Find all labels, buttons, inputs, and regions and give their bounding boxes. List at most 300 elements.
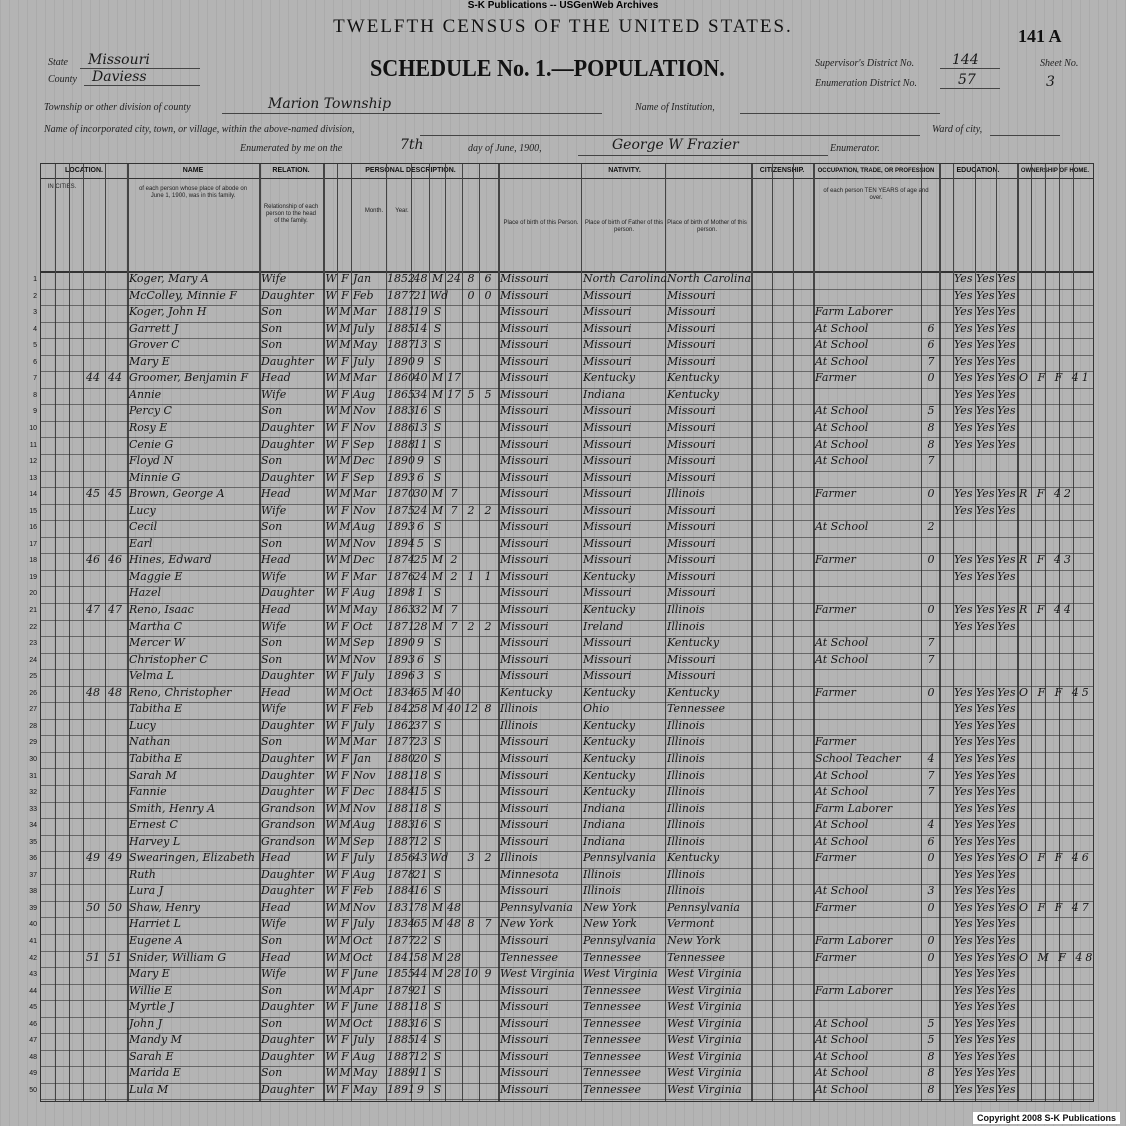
- marital-status: S: [433, 636, 442, 650]
- can-write: Yes: [976, 387, 995, 401]
- family-number: [105, 537, 125, 553]
- can-write: Yes: [976, 272, 995, 285]
- can-read: Yes: [954, 950, 973, 964]
- home-ownership: [1019, 537, 1093, 553]
- speaks-english: Yes: [997, 702, 1016, 716]
- months-not-employed: 8: [927, 1066, 935, 1080]
- months-not-employed: 6: [927, 338, 935, 352]
- relation: Wife: [261, 387, 287, 401]
- person-name: Percy C: [129, 404, 172, 418]
- home-ownership: [1019, 1000, 1093, 1016]
- birth-year: 1888: [387, 437, 415, 451]
- can-read: Yes: [954, 900, 973, 914]
- birth-year: 1885: [387, 321, 415, 335]
- years-married: 28: [447, 950, 461, 964]
- relation: Wife: [261, 503, 287, 517]
- birthplace-mother: Illinois: [667, 619, 705, 633]
- years-married: [446, 537, 462, 553]
- home-ownership: [1019, 404, 1093, 420]
- home-ownership: [1019, 570, 1093, 586]
- line-number: 9: [33, 408, 37, 416]
- table-row: [29, 420, 1093, 439]
- sex: F: [341, 867, 349, 881]
- speaks-english: Yes: [997, 967, 1016, 981]
- can-write: Yes: [976, 768, 995, 782]
- family-number: [105, 355, 125, 371]
- birth-month: Oct: [353, 1016, 373, 1030]
- dwelling-number: 45: [86, 487, 100, 501]
- marital-status: S: [433, 735, 442, 749]
- person-name: Shaw, Henry: [129, 900, 200, 914]
- family-number: 50: [108, 900, 122, 914]
- years-married: [446, 934, 462, 950]
- person-name: Hazel: [129, 586, 161, 600]
- race: W: [325, 1049, 337, 1063]
- home-ownership: [1019, 967, 1093, 983]
- family-number: [105, 669, 125, 685]
- months-not-employed: [923, 570, 939, 586]
- supervisor-underline: [940, 68, 1000, 69]
- birthplace-father: Kentucky: [583, 685, 636, 699]
- race: W: [325, 652, 337, 666]
- birthplace-father: New York: [583, 900, 637, 914]
- birth-month: July: [353, 354, 375, 368]
- occupation: Farmer: [815, 851, 856, 865]
- age: 12: [413, 1049, 428, 1063]
- occupation: [815, 917, 921, 933]
- birth-year: 1884: [387, 785, 415, 799]
- birth-year: 1884: [387, 884, 415, 898]
- years-married: [446, 289, 462, 305]
- can-read: Yes: [954, 867, 973, 881]
- birthplace-mother: Pennsylvania: [667, 900, 740, 914]
- occupation: [815, 388, 921, 404]
- birth-month: Oct: [353, 685, 373, 699]
- line-number: 28: [29, 722, 37, 730]
- ward-underline: [990, 135, 1060, 136]
- months-not-employed: [923, 586, 939, 602]
- line-number: 8: [33, 391, 37, 399]
- speaks-english: [997, 586, 1017, 602]
- can-read: Yes: [954, 1033, 973, 1047]
- can-read: Yes: [954, 934, 973, 947]
- birth-year: 1879: [387, 983, 415, 997]
- birthplace-person: Missouri: [500, 1016, 549, 1030]
- can-read: Yes: [954, 768, 973, 782]
- birth-month: Aug: [353, 1049, 376, 1063]
- person-name: Reno, Christopher: [129, 685, 232, 699]
- speaks-english: Yes: [997, 1066, 1016, 1080]
- header-birth-mother: Place of birth of Mother of this person.: [667, 220, 747, 233]
- marital-status: M: [431, 917, 444, 931]
- birth-year: 1841: [387, 950, 415, 964]
- birthplace-mother: Vermont: [667, 917, 715, 931]
- marital-status: M: [431, 702, 444, 716]
- person-name: Ruth: [129, 867, 156, 881]
- can-read: Yes: [954, 1066, 973, 1080]
- family-number: [105, 835, 125, 851]
- birthplace-father: North Carolina: [583, 272, 668, 285]
- children-born: [463, 1000, 479, 1016]
- speaks-english: [997, 653, 1017, 669]
- marital-status: S: [433, 536, 442, 550]
- children-living: 2: [484, 619, 492, 633]
- children-born: [463, 769, 479, 785]
- township-value: Marion Township: [268, 96, 392, 112]
- marital-status: M: [431, 603, 444, 616]
- occupation: Farm Laborer: [815, 801, 893, 815]
- dwelling-number: [83, 520, 103, 536]
- birth-month: Aug: [353, 867, 376, 881]
- relation: Daughter: [261, 718, 314, 732]
- children-born: 2: [467, 619, 475, 633]
- marital-status: M: [431, 619, 444, 633]
- marital-status: S: [433, 305, 442, 319]
- sex: M: [339, 1016, 351, 1030]
- dwelling-number: [83, 636, 103, 652]
- years-married: [446, 1083, 462, 1099]
- race: W: [325, 900, 337, 914]
- years-married: [446, 851, 462, 867]
- home-ownership: [1019, 438, 1093, 454]
- race: W: [325, 751, 337, 765]
- line-number: 13: [29, 474, 37, 482]
- speaks-english: [997, 636, 1017, 652]
- age: 9: [417, 454, 424, 468]
- person-name: Koger, Mary A: [129, 272, 209, 285]
- family-number: 47: [108, 603, 122, 616]
- dwelling-number: [83, 454, 103, 470]
- can-write: Yes: [976, 983, 995, 997]
- sex: M: [339, 652, 351, 666]
- children-living: [480, 355, 496, 371]
- age: 14: [413, 321, 428, 335]
- home-ownership: [1019, 818, 1093, 834]
- children-living: [480, 901, 496, 917]
- birth-month: May: [353, 1082, 378, 1096]
- birth-year: 1856: [387, 851, 415, 865]
- sheet-value: 3: [1046, 74, 1055, 90]
- header-ownership: OWNERSHIP OF HOME.: [1017, 164, 1093, 179]
- header-education: EDUCATION.: [939, 164, 1018, 179]
- can-write: Yes: [976, 338, 995, 352]
- age: 16: [413, 884, 428, 898]
- children-living: [480, 752, 496, 768]
- can-read: [954, 636, 975, 652]
- birthplace-father: Missouri: [583, 487, 632, 501]
- birthplace-mother: West Virginia: [667, 1066, 742, 1080]
- family-number: [105, 620, 125, 636]
- birth-year: 1842: [387, 702, 415, 716]
- occupation: [815, 719, 921, 735]
- birthplace-father: Missouri: [583, 404, 632, 418]
- birthplace-mother: Illinois: [667, 801, 705, 815]
- children-born: [463, 752, 479, 768]
- marital-status: S: [433, 983, 442, 997]
- speaks-english: [997, 537, 1017, 553]
- children-born: 1: [467, 569, 475, 583]
- children-living: [480, 520, 496, 536]
- birthplace-mother: Kentucky: [667, 371, 720, 385]
- table-row: [33, 404, 1093, 422]
- birthplace-person: Missouri: [500, 503, 549, 517]
- line-number: 47: [29, 1037, 37, 1045]
- months-not-employed: [923, 984, 939, 1000]
- can-read: Yes: [954, 834, 973, 848]
- birthplace-person: Missouri: [500, 569, 549, 583]
- race: W: [325, 520, 337, 534]
- birthplace-person: Missouri: [500, 536, 549, 550]
- race: W: [325, 867, 337, 881]
- person-name: Reno, Isaac: [129, 603, 194, 616]
- birthplace-mother: Kentucky: [667, 636, 720, 650]
- speaks-english: Yes: [997, 867, 1016, 881]
- line-number: 46: [29, 1020, 37, 1028]
- table-row: [29, 503, 1093, 522]
- birthplace-father: Missouri: [583, 503, 632, 517]
- family-number: [105, 934, 125, 950]
- birthplace-mother: Missouri: [667, 454, 716, 468]
- table-row: [29, 652, 1093, 671]
- occupation: At School: [815, 1016, 869, 1030]
- birth-month: Feb: [353, 288, 374, 302]
- race: W: [325, 735, 337, 749]
- birthplace-mother: New York: [667, 934, 721, 947]
- enumeration-district-value: 57: [958, 72, 976, 88]
- can-read: Yes: [954, 305, 973, 319]
- marital-status: S: [433, 1033, 442, 1047]
- home-ownership: R F 44: [1019, 603, 1074, 616]
- birthplace-father: Indiana: [583, 834, 626, 848]
- can-read: Yes: [954, 288, 973, 302]
- children-living: 2: [484, 503, 492, 517]
- children-living: [480, 785, 496, 801]
- speaks-english: Yes: [997, 1016, 1016, 1030]
- person-name: Lucy: [129, 718, 156, 732]
- speaks-english: Yes: [997, 1049, 1016, 1063]
- can-write: Yes: [976, 437, 995, 451]
- occupation: Farm Laborer: [815, 934, 893, 947]
- birthplace-person: Illinois: [500, 702, 538, 716]
- birthplace-mother: Missouri: [667, 321, 716, 335]
- can-read: Yes: [954, 917, 973, 931]
- speaks-english: Yes: [997, 851, 1016, 865]
- age: 6: [417, 652, 424, 666]
- home-ownership: O M F 48: [1019, 950, 1096, 964]
- enumeration-district-underline: [940, 88, 1000, 89]
- person-name: Hines, Edward: [129, 553, 212, 567]
- years-married: [446, 735, 462, 751]
- birthplace-person: Missouri: [500, 470, 549, 484]
- header-month: Month.: [364, 208, 384, 214]
- months-not-employed: [923, 537, 939, 553]
- dwelling-number: [83, 338, 103, 354]
- birth-month: Aug: [353, 387, 376, 401]
- months-not-employed: [923, 388, 939, 404]
- children-born: [463, 487, 479, 503]
- relation: Son: [261, 520, 283, 534]
- months-not-employed: 6: [927, 321, 935, 335]
- marital-status: M: [431, 553, 444, 567]
- home-ownership: [1019, 1066, 1093, 1082]
- race: W: [325, 768, 337, 782]
- speaks-english: Yes: [997, 553, 1016, 567]
- children-born: [463, 305, 479, 321]
- can-write: Yes: [976, 900, 995, 914]
- birthplace-person: Missouri: [500, 288, 549, 302]
- can-read: Yes: [954, 818, 973, 832]
- can-read: Yes: [954, 603, 973, 616]
- relation: Daughter: [261, 785, 314, 799]
- children-born: 2: [467, 503, 475, 517]
- line-number: 12: [29, 458, 37, 466]
- children-born: [463, 520, 479, 536]
- birthplace-mother: Kentucky: [667, 685, 720, 699]
- sex: M: [339, 487, 351, 501]
- children-living: 0: [484, 288, 492, 302]
- age: 65: [413, 917, 428, 931]
- header-birth-father: Place of birth of Father of this person.: [584, 220, 664, 233]
- birthplace-father: Kentucky: [583, 785, 636, 799]
- family-number: 45: [108, 487, 122, 501]
- line-number: 7: [33, 375, 37, 383]
- home-ownership: [1019, 338, 1093, 354]
- race: W: [325, 834, 337, 848]
- occupation: [815, 537, 921, 553]
- sex: F: [341, 1049, 349, 1063]
- home-ownership: [1019, 305, 1093, 321]
- dwelling-number: [83, 355, 103, 371]
- occupation: School Teacher: [815, 751, 901, 765]
- family-number: [105, 1050, 125, 1066]
- children-living: [480, 603, 496, 619]
- birthplace-person: Missouri: [500, 884, 549, 898]
- occupation: [815, 669, 921, 685]
- age: 16: [413, 818, 428, 832]
- can-write: Yes: [976, 569, 995, 583]
- age: 48: [413, 272, 428, 285]
- birth-month: Mar: [353, 305, 377, 319]
- family-number: 44: [108, 371, 122, 385]
- speaks-english: Yes: [997, 371, 1016, 385]
- table-row: [33, 371, 1093, 389]
- home-ownership: [1019, 934, 1093, 950]
- birth-month: Feb: [353, 884, 374, 898]
- relation: Wife: [261, 272, 287, 285]
- line-number: 42: [29, 954, 37, 962]
- sex: M: [339, 801, 351, 815]
- table-row: [29, 702, 1093, 720]
- children-living: 7: [484, 917, 492, 931]
- family-number: [105, 471, 125, 487]
- months-not-employed: [923, 669, 939, 685]
- township-underline: [222, 113, 602, 114]
- birth-year: 1886: [387, 420, 415, 434]
- dwelling-number: [83, 1083, 103, 1099]
- dwelling-number: [83, 967, 103, 983]
- speaks-english: [997, 669, 1017, 685]
- occupation: [815, 272, 921, 288]
- institution-label: Name of Institution,: [635, 102, 715, 113]
- months-not-employed: 3: [927, 884, 935, 898]
- birth-year: 1887: [387, 1049, 415, 1063]
- birthplace-person: Missouri: [500, 934, 549, 947]
- marital-status: S: [433, 785, 442, 799]
- can-write: Yes: [976, 735, 995, 749]
- dwelling-number: 47: [86, 603, 100, 616]
- birthplace-father: Tennessee: [583, 1082, 641, 1096]
- birthplace-father: Tennessee: [583, 1016, 641, 1030]
- can-write: Yes: [976, 503, 995, 517]
- children-born: 12: [464, 702, 478, 716]
- occupation: At School: [815, 834, 869, 848]
- occupation: At School: [815, 354, 869, 368]
- birth-year: 1887: [387, 338, 415, 352]
- birth-year: 1893: [387, 652, 415, 666]
- sex: F: [341, 669, 349, 683]
- race: W: [325, 983, 337, 997]
- birth-year: 1896: [387, 669, 415, 683]
- can-write: [976, 471, 996, 487]
- relation: Head: [261, 603, 291, 616]
- months-not-employed: [923, 504, 939, 520]
- family-number: [105, 289, 125, 305]
- birth-month: Mar: [353, 487, 377, 501]
- sex: F: [341, 768, 349, 782]
- birthplace-father: Kentucky: [583, 735, 636, 749]
- relation: Wife: [261, 702, 287, 716]
- population-table: [29, 163, 1096, 1102]
- months-not-employed: 0: [927, 603, 935, 616]
- home-ownership: [1019, 752, 1093, 768]
- can-write: Yes: [976, 867, 995, 881]
- person-name: Lula M: [129, 1082, 169, 1096]
- children-born: [463, 884, 479, 900]
- can-write: Yes: [976, 305, 995, 319]
- age: 21: [413, 867, 428, 881]
- relation: Head: [261, 900, 291, 914]
- family-number: [105, 735, 125, 751]
- children-born: [463, 338, 479, 354]
- home-ownership: [1019, 322, 1093, 338]
- relation: Daughter: [261, 586, 314, 600]
- relation: Daughter: [261, 669, 314, 683]
- sex: M: [339, 834, 351, 848]
- relation: Son: [261, 652, 283, 666]
- birthplace-father: Missouri: [583, 586, 632, 600]
- family-number: [105, 322, 125, 338]
- relation: Son: [261, 404, 283, 418]
- can-read: [954, 471, 975, 487]
- home-ownership: [1019, 835, 1093, 851]
- race: W: [325, 1033, 337, 1047]
- header-birth-person: Place of birth of this Person.: [503, 220, 579, 226]
- birthplace-father: Tennessee: [583, 950, 641, 964]
- can-write: Yes: [976, 884, 995, 898]
- children-born: 8: [467, 272, 475, 285]
- children-born: [463, 603, 479, 619]
- can-write: Yes: [976, 1082, 995, 1096]
- race: W: [325, 553, 337, 567]
- birthplace-person: Missouri: [500, 652, 549, 666]
- birthplace-father: Pennsylvania: [583, 851, 656, 865]
- race: W: [325, 917, 337, 931]
- relation: Daughter: [261, 1033, 314, 1047]
- table-row: [29, 1000, 1093, 1018]
- children-living: 9: [484, 967, 492, 981]
- sex: M: [339, 536, 351, 550]
- birth-month: July: [353, 1033, 375, 1047]
